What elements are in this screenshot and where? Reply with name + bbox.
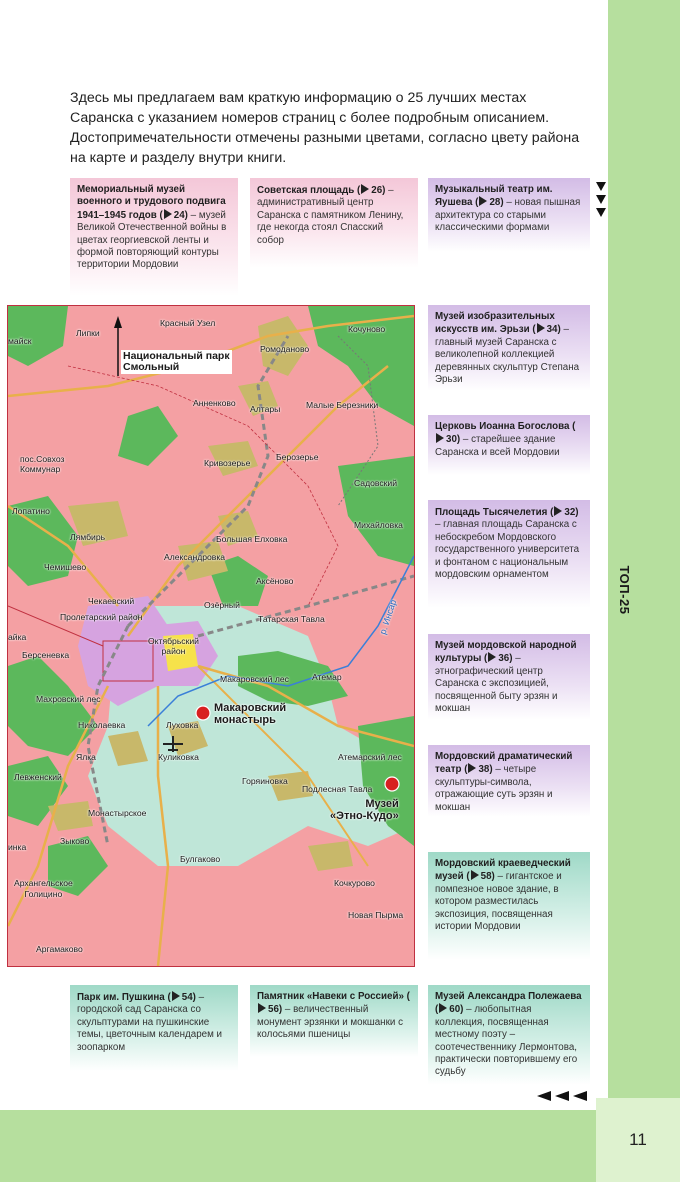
map-label: Левженский (14, 772, 62, 782)
map-label: Ялка (76, 752, 96, 762)
map-label: пос.Совхоз Коммунар (20, 454, 65, 474)
page-ref-icon (471, 870, 479, 880)
map-label: Берозерье (276, 452, 319, 462)
map-label: Пролетарский район (60, 612, 143, 622)
map-label: Берсеневка (22, 650, 70, 660)
map-label: Анненково (193, 398, 236, 408)
card-erzya-museum[interactable]: Музей изобразительных искусств им. Эрьзи ( 34) – главный музей Саранска с великолепной коллекцией деревянных скульптур Степана Эрьзи (428, 305, 590, 391)
map-label: Новая Пырма (348, 910, 404, 920)
map-label: Зыково (60, 836, 90, 846)
map-label: Аксёново (256, 576, 294, 586)
map-label: Куликовка (158, 752, 199, 762)
map-label: айка (8, 632, 27, 642)
down-arrows-icon (594, 178, 608, 230)
page-ref-icon (361, 184, 369, 194)
map-label: Александровка (164, 552, 226, 562)
page-ref-icon (258, 1003, 266, 1013)
map-label: Булгаково (180, 854, 221, 864)
page-ref-icon (172, 991, 180, 1001)
card-memorial-museum[interactable]: Мемориальный музей военного и трудового подвига 1941–1945 годов ( 24) – музей Великой Отечественной войны в цветах георгиевской ленты и формой повторяющий контуры территории Мордовии (70, 178, 238, 296)
section-label: ТОП-25 (617, 565, 633, 615)
map-label: Атемар (312, 672, 342, 682)
map-label: Лямбирь (70, 532, 106, 542)
map-label: Озёрный (204, 600, 240, 610)
card-music-theatre[interactable]: Музыкальный театр им. Яушева ( 28) – новая пышная архитектура со старыми классическими формами (428, 178, 590, 252)
map-label-makarovsky-monastery: Макаровский монастырь (214, 702, 287, 726)
card-local-history-museum[interactable]: Мордовский краеведческий музей ( 58) – гигантское и помпезное новое здание, в котором разместилась экспозиция, посвященная истории Мордовии (428, 852, 590, 960)
map-label: Татарская Тавла (258, 614, 325, 624)
map-label: Луховка (166, 720, 199, 730)
map-label: Кочкурово (334, 878, 375, 888)
page-ref-icon (479, 196, 487, 206)
map-label: Макаровский лес (220, 674, 289, 684)
map-label-national-park: Национальный парк Смольный (123, 350, 230, 373)
map-label-river: р. Инсар (377, 598, 399, 636)
card-drama-theatre[interactable]: Мордовский драматический театр ( 38) – четыре скульптуры-символа, отражающие суть эрзян и мокшан (428, 745, 590, 817)
map-label: Большая Елховка (216, 534, 288, 544)
map-label: Горяиновка (242, 776, 288, 786)
map-label: Подлесная Тавла (302, 784, 373, 794)
map-label: Садовский (354, 478, 398, 488)
map-label: Чекаевский (88, 596, 135, 606)
card-church-john[interactable]: Церковь Иоанна Богослова (30) – старейшее здание Саранска и всей Мордовии (428, 415, 590, 475)
card-forever-russia-monument[interactable]: Памятник «Навеки с Россией» (56) – величественный монумент эрзянки и мокшанки с колосьями пшеницы (250, 985, 418, 1057)
card-sovetskaya-square[interactable]: Советская площадь ( 26) – административный центр Саранска с памятником Ленину, где некогда стоял Спасский собор (250, 178, 418, 268)
area-map[interactable] (7, 305, 415, 967)
card-pushkin-park[interactable]: Парк им. Пушкина ( 54) – городской сад Саранска со скульптурами на пушкинские темы, цветочным календарем и зоопарком (70, 985, 238, 1071)
back-arrows-icon (537, 1088, 597, 1098)
map-label: Чемишево (44, 562, 87, 572)
map-label: Атемарский лес (338, 752, 402, 762)
map-label: Махровский лес (36, 694, 101, 704)
map-label: Кочуново (348, 324, 386, 334)
page-ref-icon (439, 1003, 447, 1013)
map-label: Николаевка (78, 720, 126, 730)
page-number: 11 (596, 1098, 680, 1182)
page-ref-icon (488, 652, 496, 662)
map-label: Михайловка (354, 520, 403, 530)
page-ref-icon (436, 433, 444, 443)
map-label: Монастырское (88, 808, 147, 818)
map-label: Архангельское Голицино (14, 878, 73, 899)
intro-paragraph: Здесь мы предлагаем вам краткую информацию о 25 лучших местах Саранска с указанием номеров страниц с более подробным описанием. Достопримечательности отмечены разными цветами, согласно цвету района на карте и разделу внутри книги. (70, 90, 580, 166)
map-label: Октябрьский район (148, 636, 199, 656)
map-label: Липки (76, 328, 100, 338)
card-polezhaev-museum[interactable]: Музей Александра Полежаева ( 60) – любопытная коллекция, посвященная местному поэту – соотечественнику Лермонтова, практически повторившему его судьбу (428, 985, 590, 1085)
map-label: Аргамаково (36, 944, 83, 954)
card-folk-culture-museum[interactable]: Музей мордовской народной культуры ( 36) – этнографический центр Саранска с экспозицией, посвященной быту эрзян и мокшан (428, 634, 590, 720)
map-label-etno-kudo-museum: Музей «Этно-Кудо» (330, 798, 399, 822)
page-ref-icon (537, 323, 545, 333)
page-ref-icon (164, 209, 172, 219)
map-label: Кривозерье (204, 458, 251, 468)
bottom-color-strip (0, 1110, 680, 1182)
page-ref-icon (468, 763, 476, 773)
card-millennium-square[interactable]: Площадь Тысячелетия ( 32) – главная площадь Саранска с небоскребом Мордовского государственного университета и фонтаном с национальным мордовским орнаментом (428, 500, 590, 608)
map-label: инка (8, 842, 27, 852)
map-label: Лопатино (12, 506, 50, 516)
page-ref-icon (554, 506, 562, 516)
map-label: Ромоданово (260, 344, 310, 354)
map-label: Малые Березники (306, 400, 379, 410)
map-label: Алтары (250, 404, 281, 414)
map-label: майск (8, 336, 32, 346)
map-label: Красный Узел (160, 318, 216, 328)
